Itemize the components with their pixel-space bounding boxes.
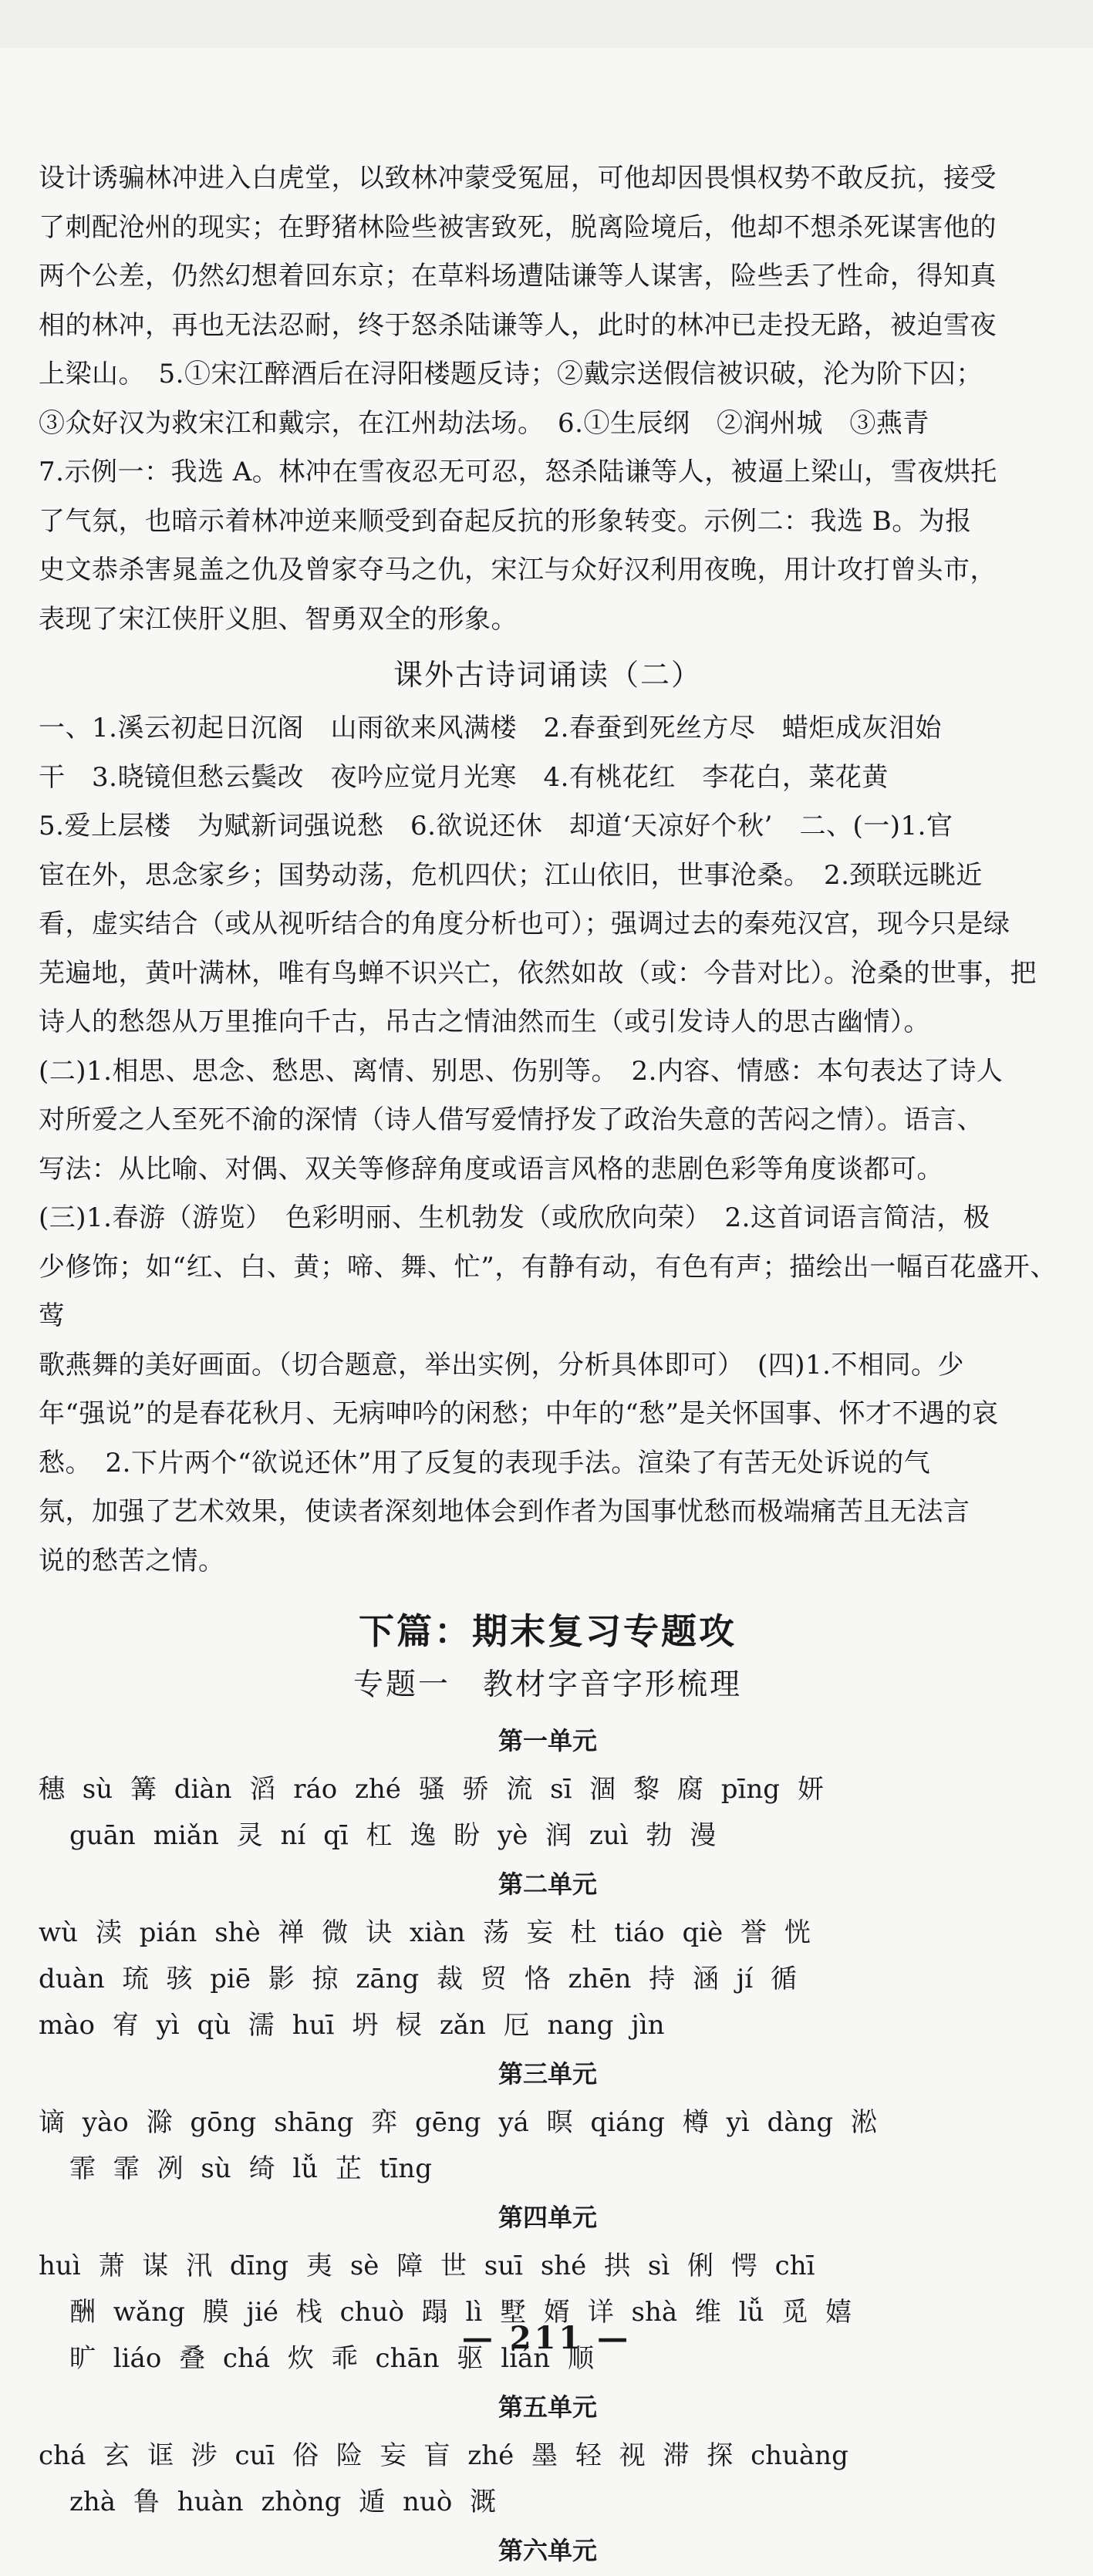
- answer-line: 氛，加强了艺术效果，使读者深刻地体会到作者为国事忧愁而极端痛苦且无法言: [39, 1496, 970, 1527]
- unit-heading: 第六单元: [498, 2536, 597, 2565]
- pinyin-line: 谪 yào 滁 gōng shāng 弈 gēng yá 暝 qiáng 樽 yì dàng 淞: [39, 2107, 877, 2138]
- answer-block-1: [39, 154, 1057, 644]
- answer-line: 相的林冲，再也无法忍耐，终于怒杀陆谦等人，此时的林冲已走投无路，被迫雪夜: [39, 309, 997, 341]
- answer-line: 对所爱之人至死不渝的深情（诗人借写爱情抒发了政治失意的苦闷之情）。语言、: [39, 1104, 983, 1135]
- top-margin-band: [0, 0, 1093, 48]
- answer-line: (二)1.相思、思念、愁思、离情、别思、伤别等。 2.内容、情感：本句表达了诗人: [39, 1055, 1004, 1087]
- pinyin-line: wù 渎 pián shè 禅 微 诀 xiàn 荡 妄 杜 tiáo qiè 誉 恍: [39, 1917, 811, 1948]
- page-number: — 211 —: [461, 2320, 632, 2356]
- units-list: [39, 1720, 1057, 2571]
- answer-line: 表现了宋江侠肝义胆、智勇双全的形象。: [39, 603, 518, 635]
- unit-heading: 第四单元: [498, 2203, 597, 2232]
- answer-line: 少修饰；如“红、白、黄；啼、舞、忙”，有静有动，有色有声；描绘出一幅百花盛开、莺: [39, 1251, 1057, 1331]
- answer-line: 写法：从比喻、对偶、双关等修辞角度或语言风格的悲剧色彩等角度谈都可。: [39, 1153, 943, 1185]
- unit-heading: 第五单元: [498, 2392, 597, 2422]
- answer-line: 干 3.晓镜但愁云鬓改 夜吟应觉月光寒 4.有桃花红 李花白，菜花黄: [39, 761, 889, 793]
- answer-line: 上梁山。 5.①宋江醉酒后在浔阳楼题反诗；②戴宗送假信被识破，沦为阶下囚；: [39, 359, 983, 389]
- answer-block-2: [39, 704, 1057, 1586]
- unit-heading: 第一单元: [498, 1726, 597, 1755]
- section-title: 课外古诗词诵读（二）: [393, 658, 702, 692]
- topic-title: 专题一 教材字音字形梳理: [353, 1667, 742, 1702]
- pinyin-line: 霏 霏 冽 sù 绮 lǚ 芷 tīng: [69, 2153, 432, 2184]
- pinyin-line: 穗 sù 篝 diàn 滔 ráo zhé 骚 骄 流 sī 涸 黎 腐 pīng 妍: [39, 1774, 824, 1805]
- answer-line: 歌燕舞的美好画面。（切合题意，举出实例，分析具体即可） (四)1.不相同。少: [39, 1349, 964, 1381]
- pinyin-line: 酬 wǎng 膜 jié 栈 chuò 蹋 lì 墅 婿 详 shà 维 lǚ 觅 嬉: [69, 2297, 852, 2328]
- answer-line: 7.示例一：我选 A。林冲在雪夜忍无可忍，怒杀陆谦等人，被逼上梁山，雪夜烘托: [39, 457, 997, 487]
- pinyin-line: duàn 琉 骇 piē 影 掠 zāng 裁 贸 恪 zhēn 持 涵 jí 循: [39, 1964, 797, 1994]
- answer-line: 芜遍地，黄叶满林，唯有鸟蝉不识兴亡，依然如故（或：今昔对比）。沧桑的世事，把: [39, 957, 1037, 989]
- answer-line: 了刺配沧州的现实；在野猪林险些被害致死，脱离险境后，他却不想杀死谋害他的: [39, 211, 997, 243]
- answer-line: 年“强说”的是春花秋月、无病呻吟的闲愁；中年的“愁”是关怀国事、怀才不遇的哀: [39, 1398, 999, 1429]
- unit-heading: 第三单元: [498, 2059, 597, 2089]
- answer-line: 看，虚实结合（或从视听结合的角度分析也可）；强调过去的秦苑汉宫，现今只是绿: [39, 909, 1010, 939]
- answer-line: 史文恭杀害晁盖之仇及曾家夺马之仇，宋江与众好汉利用夜晚，用计攻打曾头市，: [39, 555, 997, 585]
- answer-line: 宦在外，思念家乡；国势动荡，危机四伏；江山依旧，世事沧桑。 2.颈联远眺近: [39, 859, 983, 891]
- answer-line: 愁。 2.下片两个“欲说还休”用了反复的表现手法。渲染了有苦无处诉说的气: [39, 1447, 931, 1479]
- answer-line: ③众好汉为救宋江和戴宗，在江州劫法场。 6.①生辰纲 ②润州城 ③燕青: [39, 407, 929, 439]
- pinyin-line: mào 宥 yì qù 濡 huī 坍 棂 zǎn 厄 nang jìn: [39, 2010, 665, 2041]
- answer-line: 说的愁苦之情。: [39, 1545, 225, 1576]
- answer-line: (三)1.春游（游览） 色彩明丽、生机勃发（或欣欣向荣） 2.这首词语言简洁，极: [39, 1202, 990, 1233]
- unit-heading: 第二单元: [498, 1870, 597, 1899]
- pinyin-line: huì 萧 谋 汛 dīng 夷 sè 障 世 suī shé 拱 sì 俐 愕 chī: [39, 2251, 815, 2281]
- pinyin-line: guān miǎn 灵 ní qī 杠 逸 盼 yè 润 zuì 勃 漫: [69, 1820, 717, 1851]
- answer-line: 两个公差，仍然幻想着回东京；在草料场遭陆谦等人谋害，险些丢了性命，得知真: [39, 261, 997, 292]
- answer-line: 一、1.溪云初起日沉阁 山雨欲来风满楼 2.春蚕到死丝方尽 蜡炬成灰泪始: [39, 713, 942, 743]
- answer-line: 5.爱上层楼 为赋新词强说愁 6.欲说还休 却道‘天凉好个秋’ 二、(一)1.官: [39, 811, 953, 841]
- answer-line: 了气氛，也暗示着林冲逆来顺受到奋起反抗的形象转变。示例二：我选 B。为报: [39, 505, 972, 537]
- part-title: 下篇：期末复习专题攻: [359, 1610, 737, 1652]
- page-content: [39, 154, 1057, 2576]
- pinyin-line: chá 玄 诓 涉 cuī 俗 险 妄 盲 zhé 墨 轻 视 滞 探 chuàng: [39, 2440, 848, 2471]
- answer-line: 设计诱骗林冲进入白虎堂，以致林冲蒙受冤屈，可他却因畏惧权势不敢反抗，接受: [39, 163, 997, 194]
- pinyin-line: zhà 鲁 huàn zhòng 遁 nuò 溉: [69, 2487, 497, 2517]
- pinyin-line: 旷 liáo 叠 chá 炊 乖 chān 驱 lián 顺: [69, 2343, 594, 2374]
- answer-line: 诗人的愁怨从万里推向千古，吊古之情油然而生（或引发诗人的思古幽情）。: [39, 1006, 930, 1037]
